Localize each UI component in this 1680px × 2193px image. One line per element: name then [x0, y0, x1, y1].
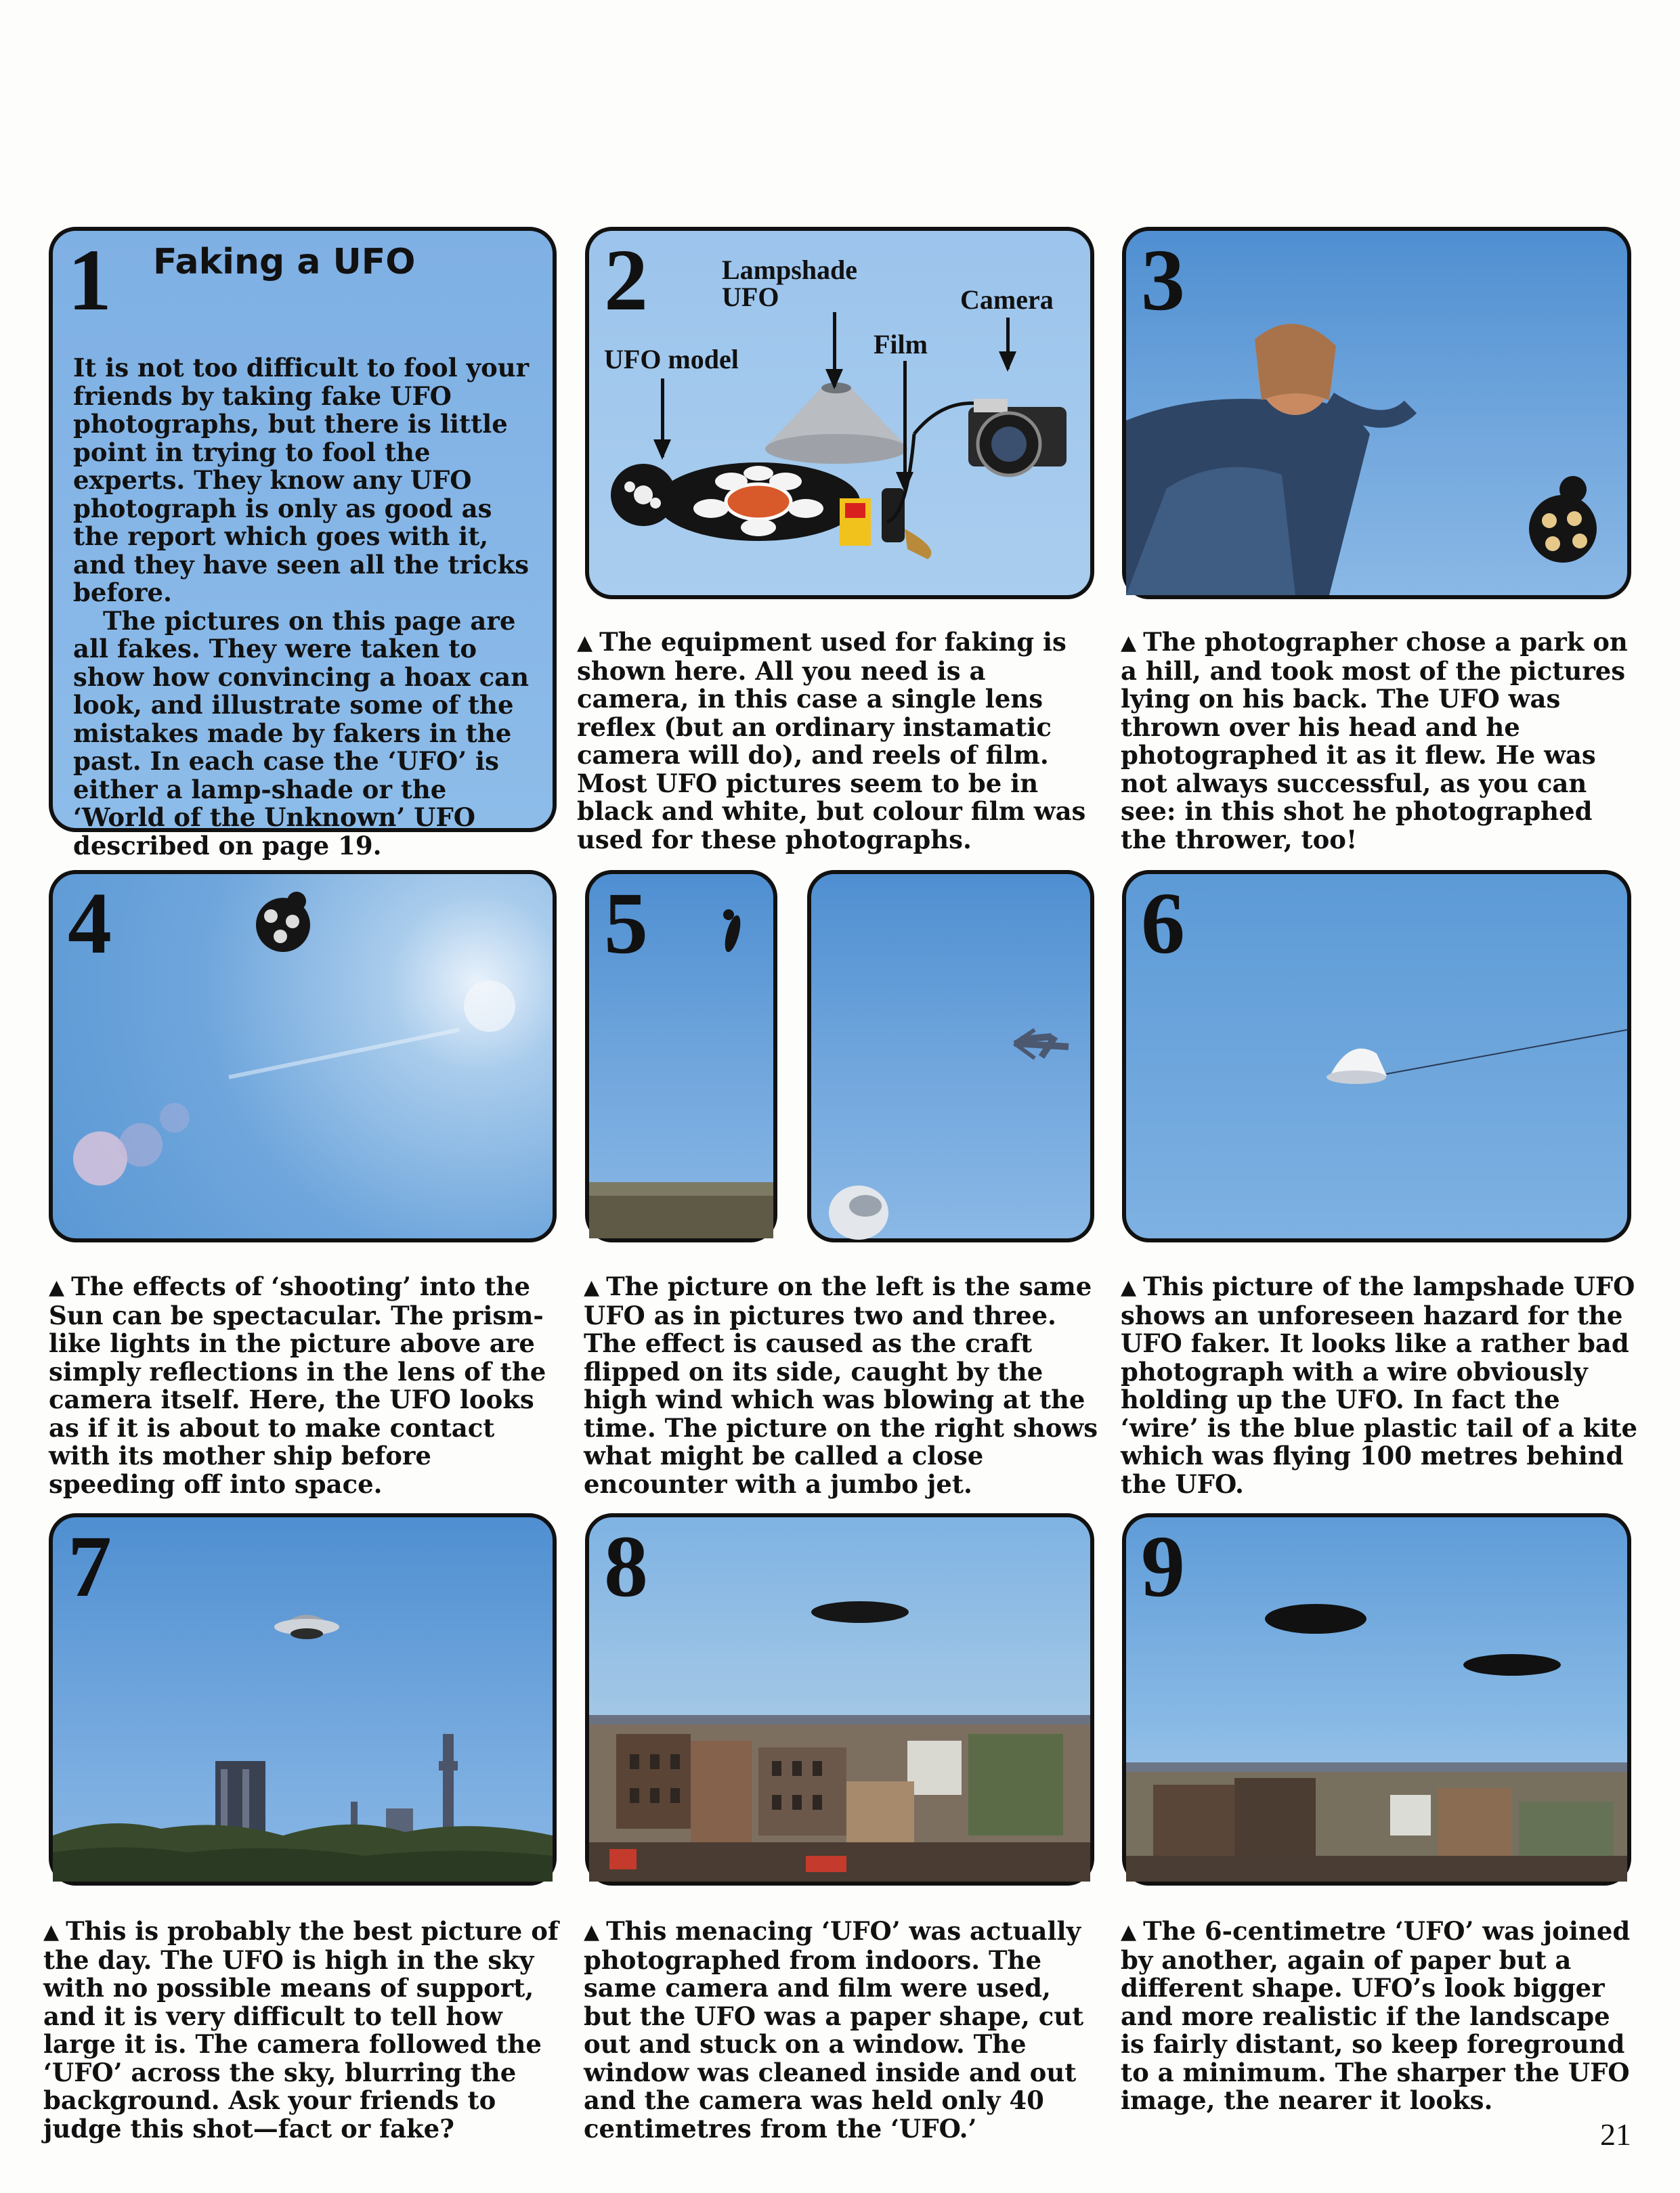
panel-number: 7 — [68, 1518, 112, 1615]
photo-panel-5-left — [585, 870, 777, 1242]
photo-panel-8 — [585, 1513, 1094, 1886]
intro-panel — [49, 227, 557, 861]
thrower-photo — [1126, 231, 1627, 595]
caption-8 — [584, 1917, 1105, 2143]
photo-panel-6 — [1122, 870, 1631, 1242]
wire-ufo-photo — [1126, 874, 1627, 1238]
panel-number: 6 — [1141, 875, 1185, 972]
caption-marker: ▲ — [584, 1276, 600, 1299]
photo-panel-7 — [49, 1513, 557, 1886]
best-ufo-photo — [53, 1517, 553, 1882]
arrow-ufo-model — [661, 378, 664, 457]
caption-marker: ▲ — [1121, 1920, 1137, 1944]
caption-text: The 6-centimetre ‘UFO’ was joined by another, again of paper but a different shape. UFO’s look bigger and more realistic if the landscape is fairly distant, so keep foreground to a minimum. The sharper the UFO image, the nearer it looks. — [1121, 1916, 1631, 2115]
caption-marker: ▲ — [1121, 1276, 1137, 1299]
caption-text: The picture on the left is the same UFO as in pictures two and three. The effect is caused as the craft flipped on its side, caught by the high wind which was blowing at the time. The picture on the right shows what might be called a close encounter with a jumbo jet. — [584, 1272, 1098, 1499]
caption-text: The effects of ‘shooting’ into the Sun can be spectacular. The prism-like lights in the picture above are simply reflections in the lens of the camera itself. Here, the UFO looks as if it is about to make contact with its mother ship before speeding off into space. — [49, 1272, 546, 1499]
caption-text: This is probably the best picture of the day. The UFO is high in the sky with no possible means of support, and it is very difficult to tell how large it is. The camera followed the ‘UFO’ across the sky, blurring the background. Ask your friends to judge this shot—fact or fake? — [43, 1916, 559, 2144]
panel-number: 1 — [68, 232, 112, 329]
caption-marker: ▲ — [577, 631, 593, 655]
photo-panel-3 — [1122, 227, 1631, 599]
label-film: Film — [874, 329, 928, 360]
caption-9 — [1121, 1917, 1642, 2115]
arrow-film — [903, 361, 907, 490]
caption-text: The photographer chose a park on a hill, and took most of the pictures lying on his back. The UFO was thrown over his head and he photographed it as it flew. He was not always successful, as you can see: in this shot he photographed the thrower, too! — [1121, 627, 1628, 854]
label-camera: Camera — [960, 284, 1054, 315]
caption-6 — [1121, 1273, 1642, 1498]
panel-number: 2 — [604, 232, 648, 329]
caption-text: The equipment used for faking is shown here. All you need is a camera, in this case a single lens reflex (but an ordinary instamatic camera will do), and reels of film. Most UFO pictures seem to be in black and white, but colour film was used for these photographs. — [577, 627, 1086, 854]
label-lampshade-ufo: UFO — [722, 282, 779, 312]
page-number: 21 — [1600, 2117, 1631, 2152]
panel-number: 8 — [604, 1518, 648, 1615]
page-title: Faking a UFO — [153, 242, 416, 282]
photo-panel-5-right — [807, 870, 1094, 1242]
caption-marker: ▲ — [1121, 631, 1137, 655]
photo-panel-9 — [1122, 1513, 1631, 1886]
caption-marker: ▲ — [49, 1276, 65, 1299]
label-ufo-model: UFO model — [604, 344, 739, 374]
photo-panel-4 — [49, 870, 557, 1242]
caption-7 — [43, 1917, 565, 2143]
jumbo-jet-photo — [811, 874, 1090, 1238]
caption-4 — [49, 1273, 557, 1498]
intro-text — [73, 354, 540, 860]
caption-3 — [1121, 628, 1642, 854]
panel-number: 3 — [1141, 232, 1185, 329]
caption-text: This picture of the lampshade UFO shows an unforeseen hazard for the UFO faker. It looks like a rather bad photograph with a wire obviously holding up the UFO. In fact the ‘wire’ is the blue plastic tail of a kite which was flying 100 metres behind the UFO. — [1121, 1272, 1638, 1499]
arrow-camera — [1006, 318, 1010, 369]
panel-number: 4 — [68, 875, 112, 972]
label-lampshade: Lampshade — [722, 255, 858, 285]
caption-text: This menacing ‘UFO’ was actually photographed from indoors. The same camera and film were used, but the UFO was a paper shape, cut out and stuck on a window. The window was cleaned inside and out and the camera was held only 40 centimetres from the ‘UFO.’ — [584, 1916, 1084, 2144]
sun-photo — [53, 874, 553, 1238]
two-ufos-photo — [1126, 1517, 1627, 1882]
caption-marker: ▲ — [584, 1920, 600, 1944]
caption-2 — [577, 628, 1105, 854]
caption-5 — [584, 1273, 1105, 1498]
intro-paragraph-2: The pictures on this page are all fakes. They were taken to show how convincing a hoax can look, and illustrate some of the mistakes made by fakers in the past. In each case the ‘UFO’ is either a lamp-shade or the ‘World of the Unknown’ UFO described on page 19. — [73, 605, 530, 861]
intro-paragraph-1: It is not too difficult to fool your friends by taking fake UFO photographs, but there is little point in trying to fool the experts. They know any UFO photograph is only as good as the report which goes with it, and they have seen all the tricks before. — [73, 353, 530, 607]
window-ufo-photo — [589, 1517, 1090, 1882]
panel-number: 9 — [1141, 1518, 1185, 1615]
arrow-lampshade — [833, 312, 836, 387]
caption-marker: ▲ — [43, 1920, 60, 1944]
panel-number: 5 — [604, 875, 648, 972]
photo-panel-2 — [585, 227, 1094, 599]
